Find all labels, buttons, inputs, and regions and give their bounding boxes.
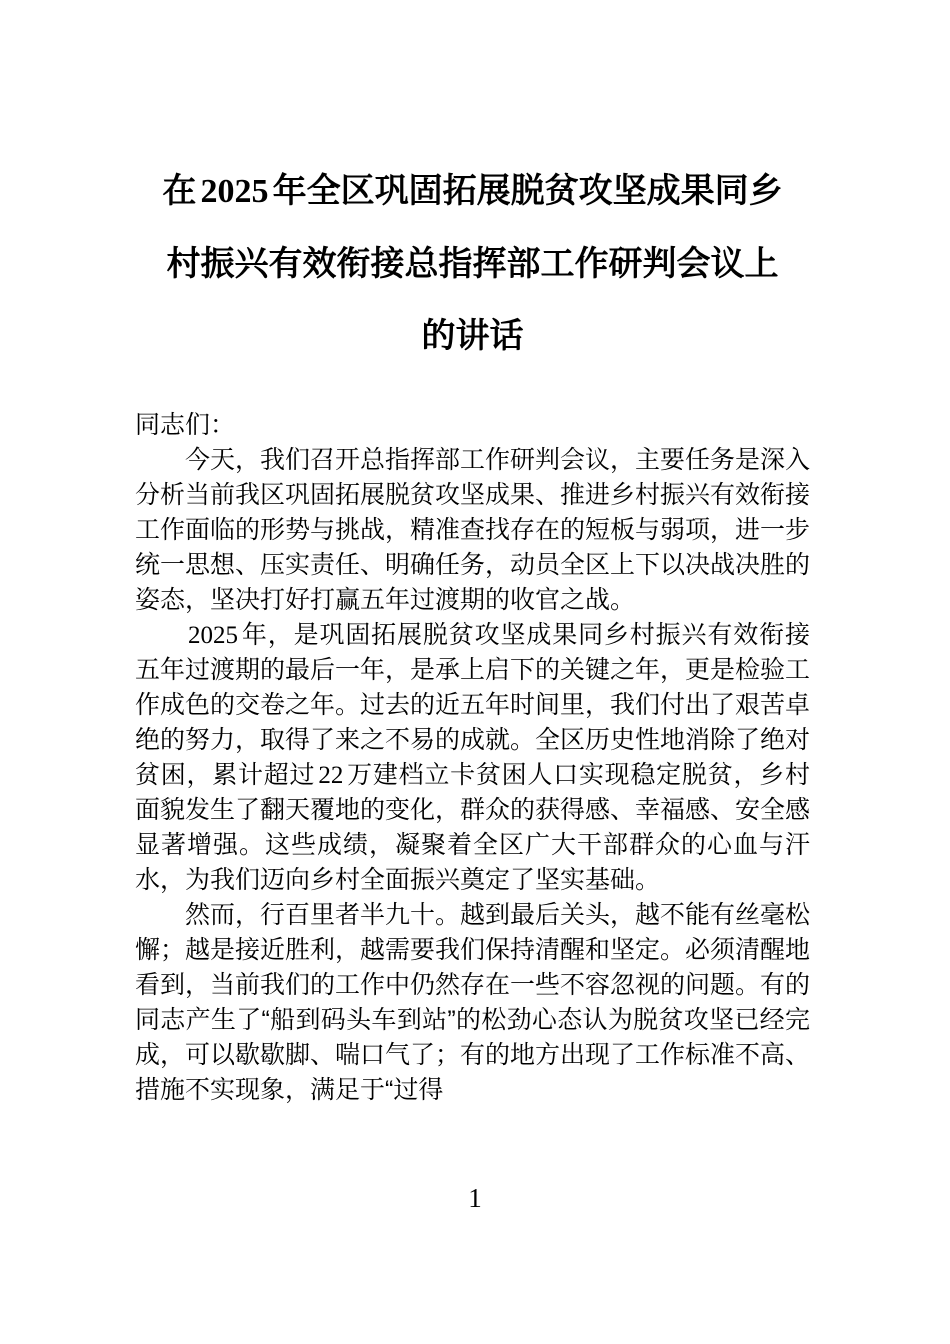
page-number: 1	[468, 1183, 482, 1213]
paragraph-2: 2025 年，是巩固拓展脱贫攻坚成果同乡村振兴有效衔接五年过渡期的最后一年，是承上启下的关键之年，更是检验工作成色的交卷之年。过去的近五年时间里，我们付出了艰苦卓绝的努力，取得了来之不易的成就。全区历史性地消除了绝对贫困，累计超过 22 万建档立卡贫困人口实现稳定脱贫，乡村面貌发生了翻天覆地的变化，群众的获得感、幸福感、安全感显著增强。这些成绩，凝聚着全区广大干部群众的心血与汗水，为我们迈向乡村全面振兴奠定了坚实基础。	[135, 621, 811, 894]
document-body	[135, 408, 810, 1108]
document-title-line-3: 的讲话	[421, 317, 524, 355]
document-title-line-2: 村振兴有效衔接总指挥部工作研判会议上	[166, 245, 779, 283]
salutation: 同志们：	[135, 411, 236, 439]
paragraph-3: 然而，行百里者半九十。越到最后关头，越不能有丝毫松懈；越是接近胜利，越需要我们保持清醒和坚定。必须清醒地看到，当前我们的工作中仍然存在一些不容忽视的问题。有的同志产生了“船到码头车到站”的松劲心态认为脱贫攻坚已经完成，可以歇歇脚、喘口气了；有的地方出现了工作标准不高、措施不实现象，满足于“过得	[135, 901, 811, 1104]
paragraph-1: 今天，我们召开总指挥部工作研判会议，主要任务是深入分析当前我区巩固拓展脱贫攻坚成果、推进乡村振兴有效衔接工作面临的形势与挑战，精准查找存在的短板与弱项，进一步统一思想、压实责任、明确任务，动员全区上下以决战决胜的姿态，坚决打好打赢五年过渡期的收官之战。	[135, 446, 811, 614]
document-title	[135, 155, 810, 372]
document-title-line-1: 在 2025 年全区巩固拓展脱贫攻坚成果同乡	[162, 172, 783, 210]
page-footer	[0, 1182, 950, 1214]
